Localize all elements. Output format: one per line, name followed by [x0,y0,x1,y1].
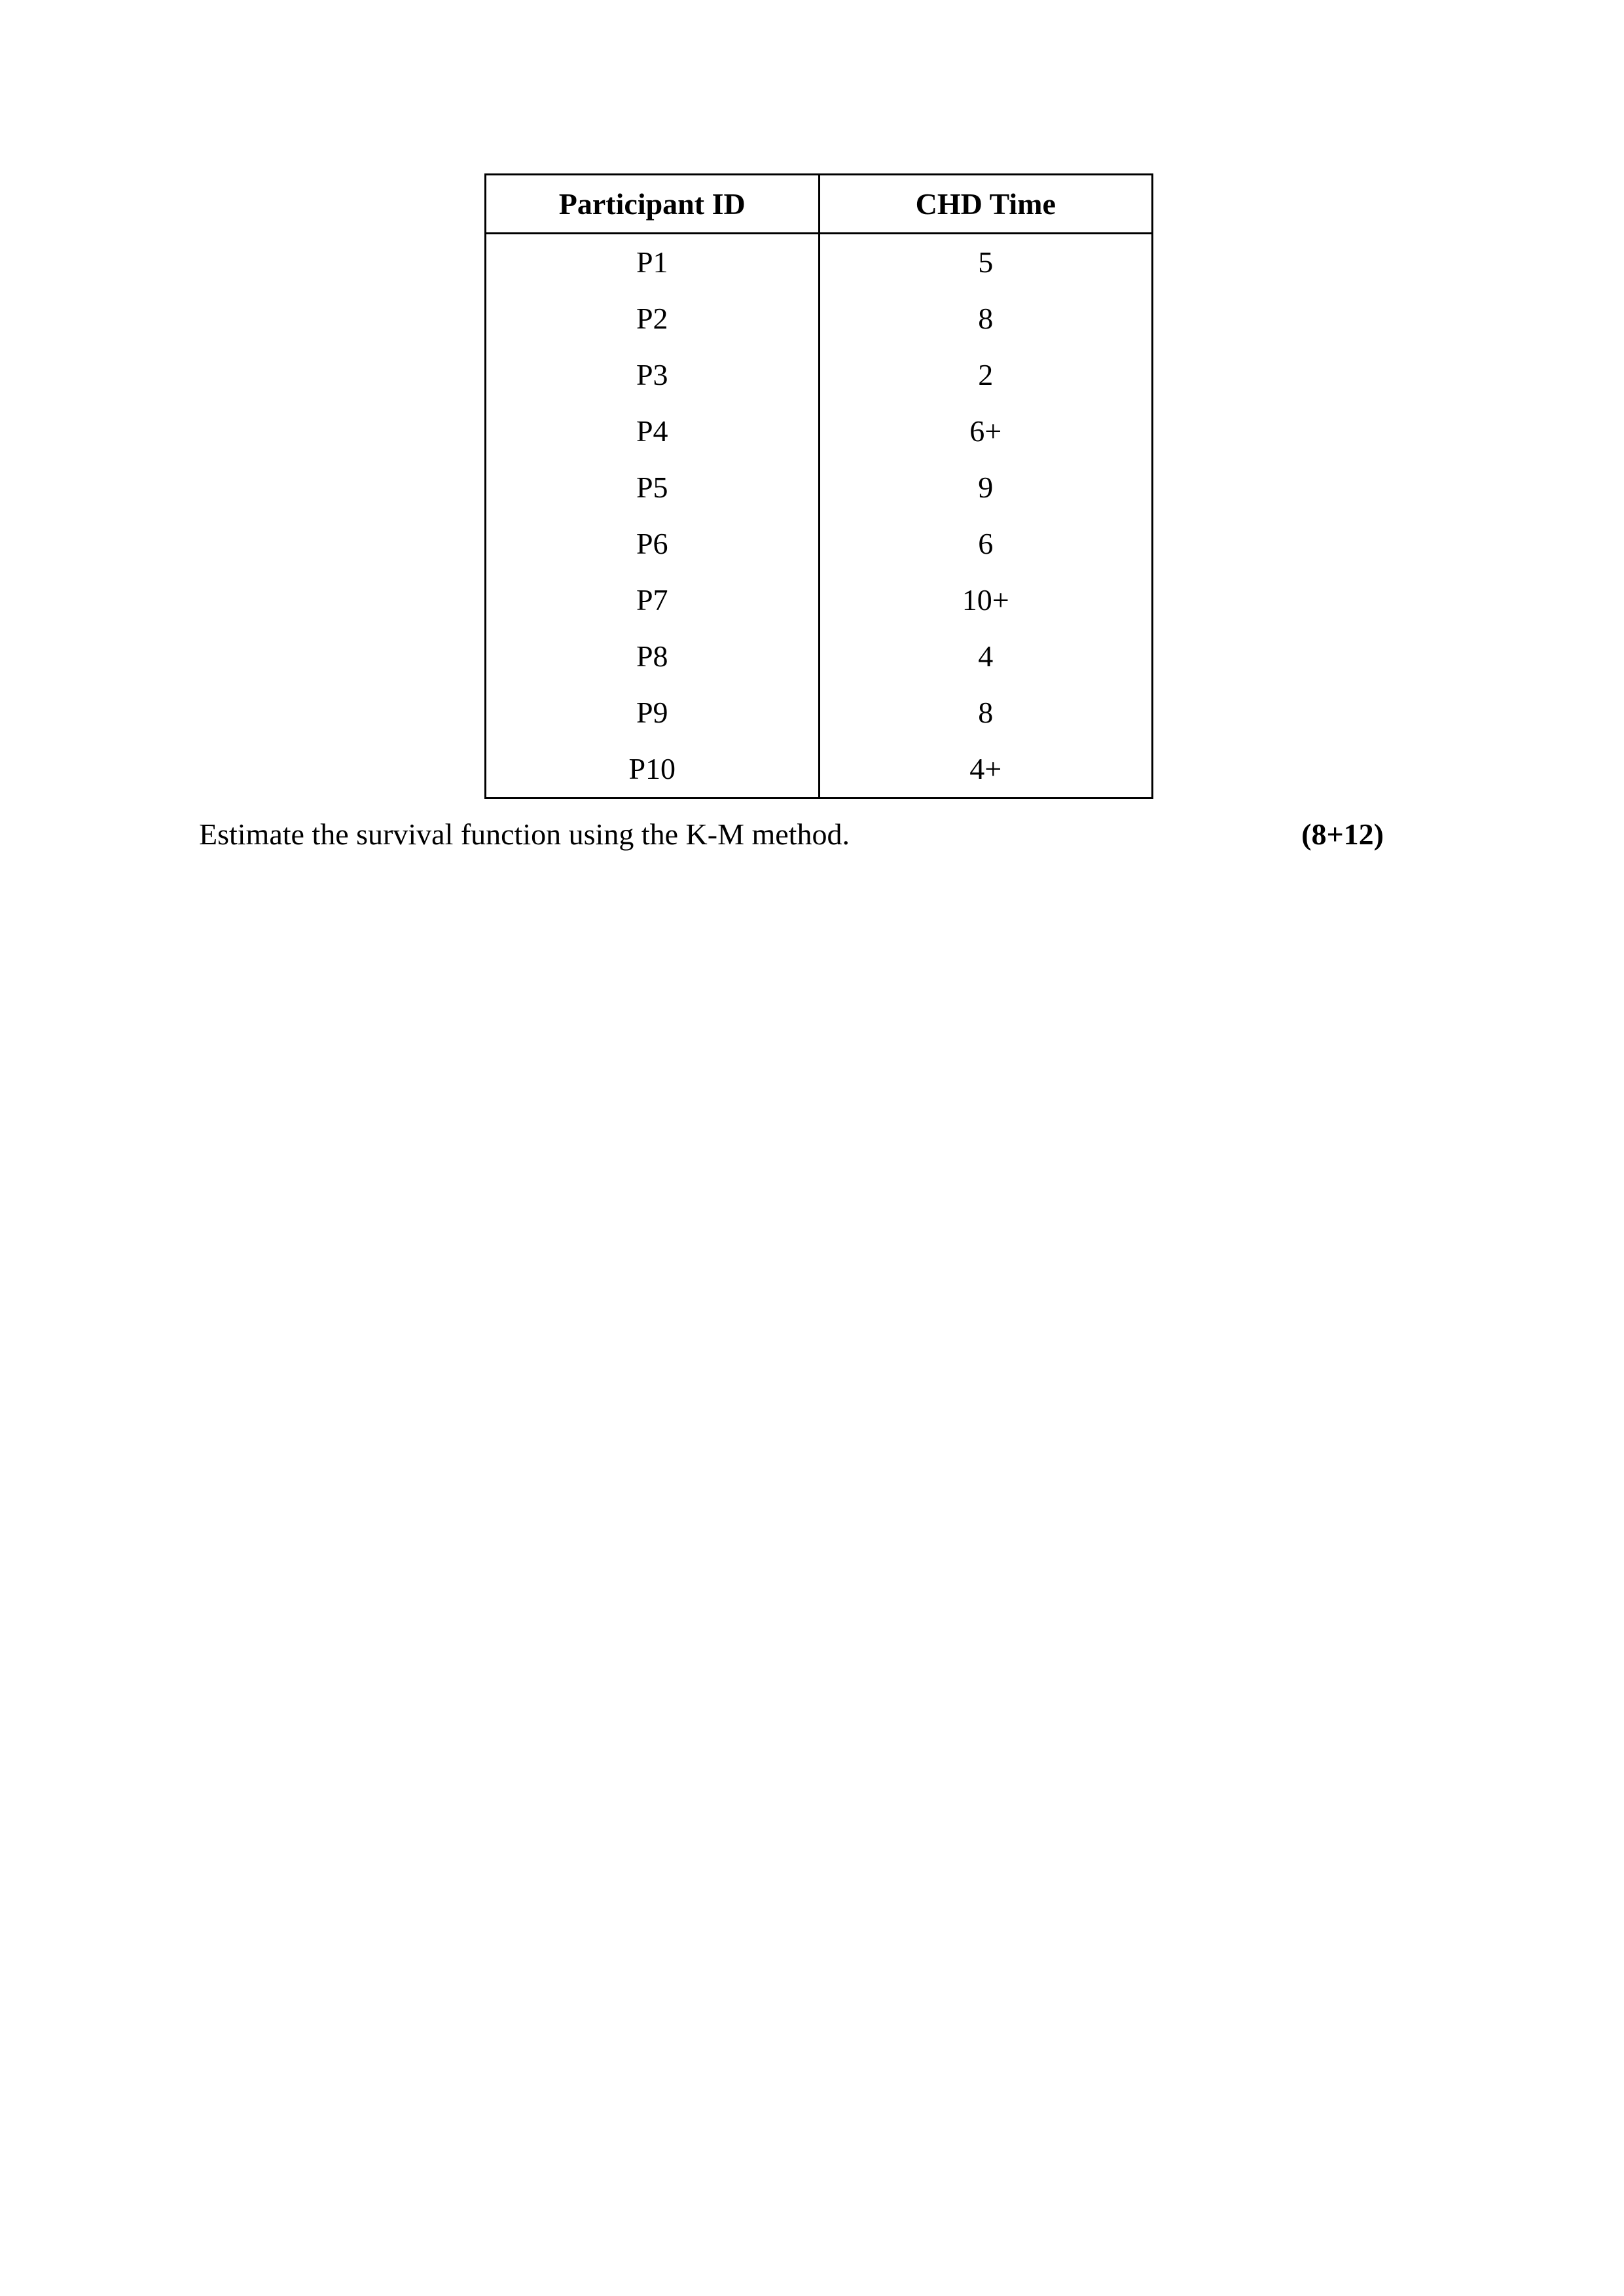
participant-id-cell: P1 [486,234,820,291]
chd-time-cell: 8 [819,291,1153,347]
participant-id-cell: P8 [486,628,820,685]
header-participant-id: Participant ID [486,175,820,234]
chd-time-cell: 6 [819,516,1153,572]
table-row [486,516,1153,572]
table-header-row [486,175,1153,234]
participant-id-cell: P9 [486,685,820,741]
participant-id-cell: P3 [486,347,820,403]
participant-id-cell: P5 [486,459,820,516]
participant-id-cell: P2 [486,291,820,347]
chd-time-cell: 5 [819,234,1153,291]
participant-chd-table [484,173,1153,799]
header-chd-time: CHD Time [819,175,1153,234]
chd-time-cell: 10+ [819,572,1153,628]
table-row [486,572,1153,628]
question-line [199,812,1384,857]
table-row [486,628,1153,685]
chd-time-cell: 8 [819,685,1153,741]
chd-time-cell: 2 [819,347,1153,403]
table-row [486,234,1153,291]
participant-id-cell: P4 [486,403,820,459]
table-row [486,291,1153,347]
question-text: Estimate the survival function using the K-M method. [199,817,850,851]
table-row [486,685,1153,741]
chd-time-cell: 9 [819,459,1153,516]
table-row [486,403,1153,459]
table-row [486,459,1153,516]
participant-id-cell: P10 [486,741,820,798]
chd-time-cell: 4+ [819,741,1153,798]
chd-time-cell: 6+ [819,403,1153,459]
table-row [486,741,1153,798]
participant-id-cell: P7 [486,572,820,628]
table-row [486,347,1153,403]
question-marks: (8+12) [1301,817,1384,851]
chd-time-cell: 4 [819,628,1153,685]
participant-id-cell: P6 [486,516,820,572]
